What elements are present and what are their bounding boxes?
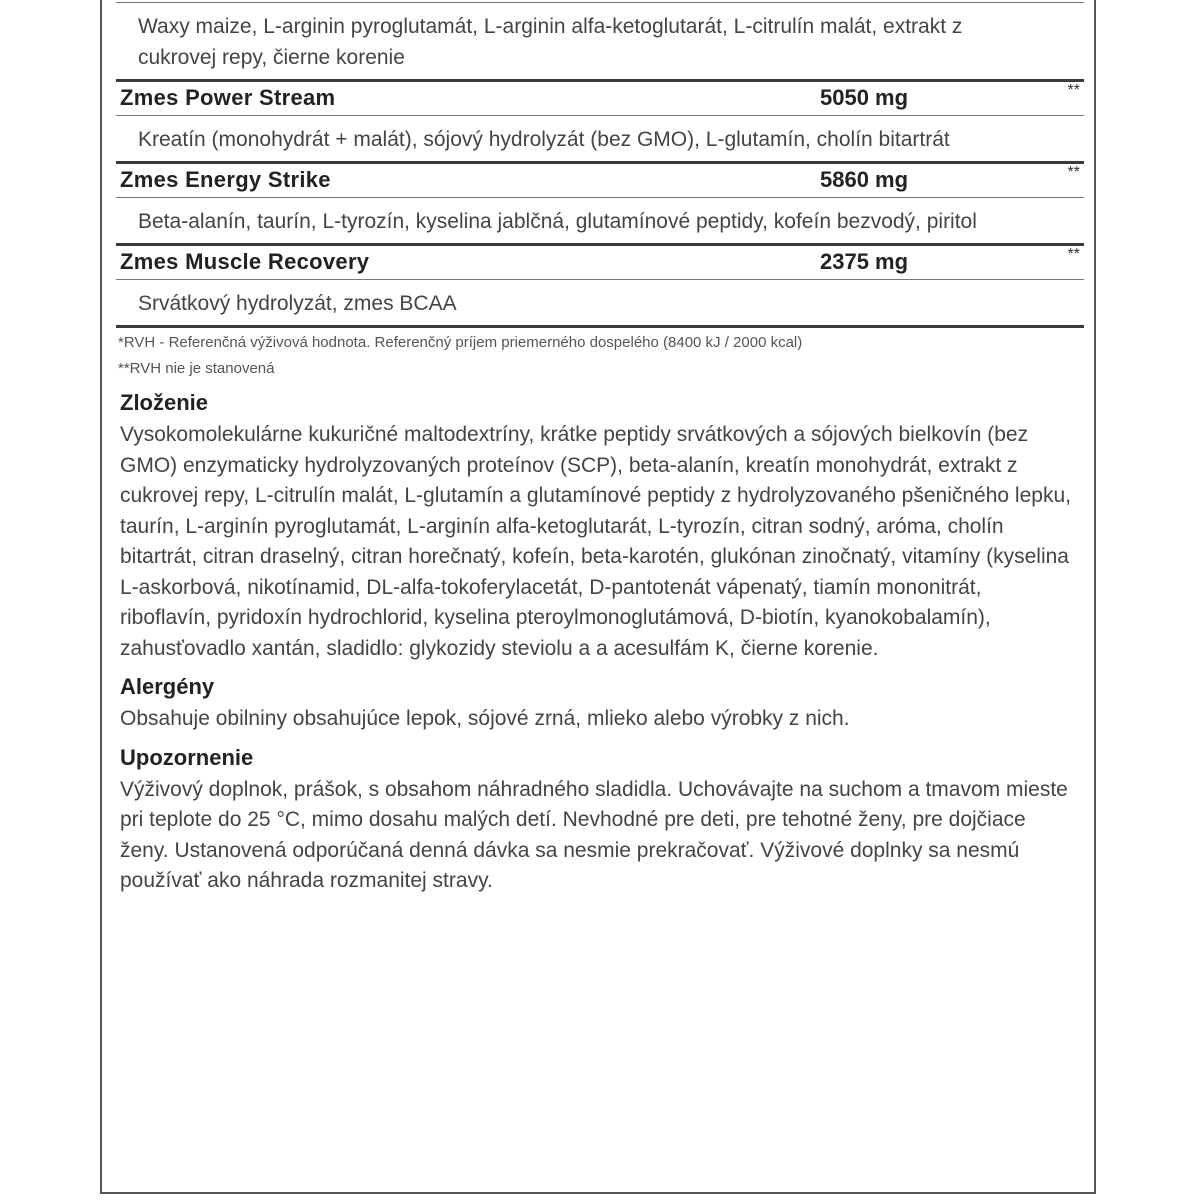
blend-amount: 5860 mg [820, 167, 909, 192]
label-content [116, 0, 1084, 897]
blend-row [116, 161, 1084, 243]
blend-rvh-mark: ** [1067, 246, 1080, 263]
blend-name: Zmes Power Stream [120, 85, 336, 110]
footnote-rvh: *RVH - Referenčná výživová hodnota. Referenčný príjem priemerného dospelého (8400 kJ / 2000 kcal) [118, 334, 803, 351]
section-body: Vysokomolekulárne kukuričné maltodextríny, krátke peptidy srvátkových a sójových bielkovín (bez GMO) enzymaticky hydrolyzovaných proteínov (SCP), beta-alanín, kreatín monohydrát, extrakt z cukrovej repy, L-citrulín malát, L-glutamín a glutamínové peptidy z hydrolyzovaného pšeničného lepku, taurín, L-arginín pyroglutamát, L-arginín alfa-ketoglutarát, L-tyrozín, citran sodný, aróma, cholín bitartrát, citran draselný, citran horečnatý, kofeín, beta-karotén, glukónan zinočnatý, vitamíny (kyselina L-askorbová, nikotínamid, DL-alfa-tokoferylacetát, D-pantotenát vápenatý, tiamín mononitrát, riboflavín, pyridoxín hydrochlorid, kyselina pteroylmonoglutámová, D-biotín, kyanokobalamín), zahusťovadlo xantán, sladidlo: glykozidy steviolu a a acesulfám K, čierne korenie. [120, 423, 1071, 660]
nutrition-table [116, 0, 1084, 328]
blend-ingredients: Srvátkový hydrolyzát, zmes BCAA [116, 279, 1084, 325]
section-body: Obsahuje obilniny obsahujúce lepok, sójové zrná, mlieko alebo výrobky z nich. [120, 707, 850, 730]
blend-row [116, 79, 1084, 161]
section-title: Zloženie [120, 390, 209, 415]
composition-section [116, 390, 1084, 664]
section-title: Alergény [120, 674, 215, 699]
blend-ingredients: Kreatín (monohydrát + malát), sójový hydrolyzát (bez GMO), L-glutamín, cholín bitartrát [116, 115, 1084, 161]
section-title: Upozornenie [120, 744, 254, 770]
blend-ingredients: Waxy maize, L-arginin pyroglutamát, L-arginin alfa-ketoglutarát, L-citrulín malát, extrakt z cukrovej repy, čierne korenie [116, 2, 1084, 79]
blend-header [116, 79, 1084, 115]
section-body: Výživový doplnok, prášok, s obsahom náhradného sladidla. Uchovávajte na suchom a tmavom mieste pri teplote do 25 °C, mimo dosahu malých detí. Nevhodné pre deti, pre tehotné ženy, pre dojčiace ženy. Ustanovená odporúčaná denná dávka sa nesmie prekračovať. Výživové doplnky sa nesmú používať ako náhrada rozmanitej stravy. [120, 777, 1068, 892]
allergens-section [116, 674, 1084, 735]
blend-row [116, 243, 1084, 325]
blend-ingredients: Beta-alanín, taurín, L-tyrozín, kyselina jablčná, glutamínové peptidy, kofeín bezvodý, piritol [116, 197, 1084, 243]
footnote-rvh-not-set: **RVH nie je stanovená [118, 360, 275, 377]
blend-row [116, 0, 1084, 79]
blend-header [116, 243, 1084, 279]
blend-rvh-mark: ** [1067, 164, 1080, 181]
blend-rvh-mark: ** [1067, 82, 1080, 99]
blend-header [116, 161, 1084, 197]
blend-amount: 5050 mg [820, 85, 909, 110]
blend-name: Zmes Muscle Recovery [120, 249, 370, 274]
label-panel [100, 0, 1096, 1194]
blend-amount: 2375 mg [820, 249, 909, 274]
blend-name: Zmes Energy Strike [120, 167, 331, 192]
warning-section [116, 745, 1084, 897]
